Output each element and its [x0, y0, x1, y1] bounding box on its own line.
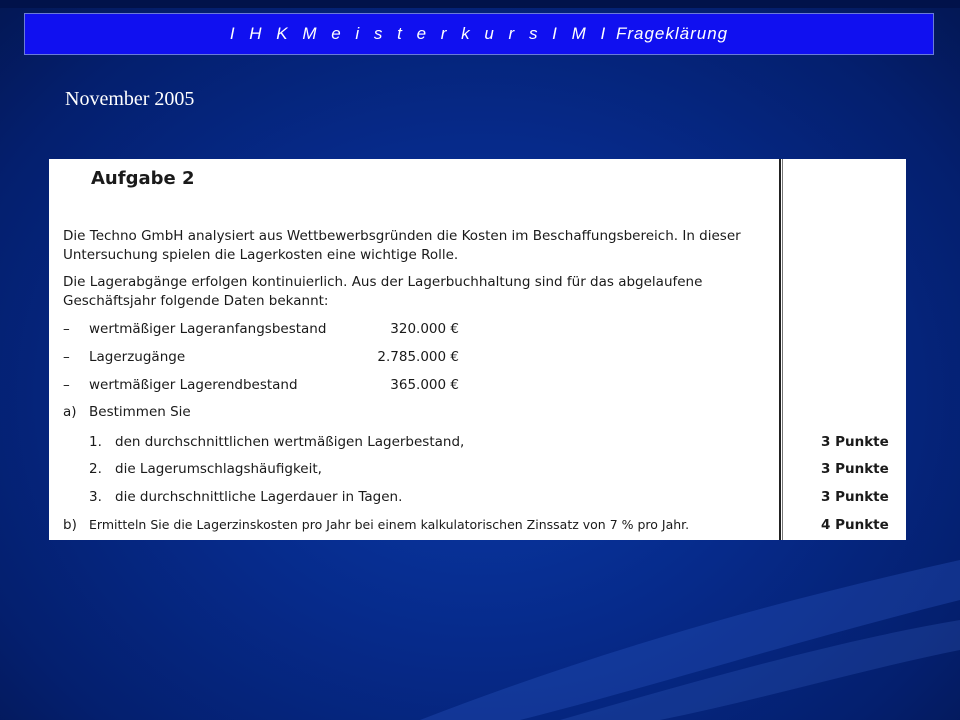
- date-text: November 2005: [65, 88, 195, 110]
- header-bar: [24, 13, 934, 55]
- item-points: 3 Punkte: [821, 489, 889, 505]
- column-divider-shadow: [782, 159, 783, 540]
- row-dash: –: [63, 321, 70, 337]
- row-dash: –: [63, 349, 70, 365]
- data-row: [63, 375, 773, 395]
- scanned-exam-page: [49, 159, 906, 540]
- part-b-points: 4 Punkte: [821, 517, 889, 533]
- item-number: 1.: [89, 434, 102, 450]
- row-amount: 365.000 €: [390, 377, 459, 393]
- header-title: [230, 24, 728, 44]
- item-number: 2.: [89, 461, 102, 477]
- item-text: die Lagerumschlagshäufigkeit,: [115, 461, 322, 477]
- paragraph-data-intro: Die Lagerabgänge erfolgen kontinuierlich. Aus der Lagerbuchhaltung sind für das abgelaufene Geschäftsjahr folgende Daten bekannt:: [63, 274, 703, 309]
- header-title-course: I H K M e i s t e r k u r s I M I: [229, 24, 611, 43]
- header-title-topic: Frageklärung: [615, 24, 729, 43]
- row-amount: 320.000 €: [390, 321, 459, 337]
- row-label: wertmäßiger Lageranfangsbestand: [89, 321, 327, 337]
- item-points: 3 Punkte: [821, 461, 889, 477]
- column-divider: [779, 159, 781, 540]
- part-a-mark: a): [63, 404, 77, 420]
- item-points: 3 Punkte: [821, 434, 889, 450]
- data-row: [63, 347, 773, 367]
- item-number: 3.: [89, 489, 102, 505]
- item-text: die durchschnittliche Lagerdauer in Tagen.: [115, 489, 403, 505]
- part-b-mark: b): [63, 517, 77, 533]
- part-b-text: Ermitteln Sie die Lagerzinskosten pro Jahr bei einem kalkulatorischen Zinssatz von 7 % pro Jahr.: [89, 517, 690, 532]
- row-label: wertmäßiger Lagerendbestand: [89, 377, 298, 393]
- part-a-text: Bestimmen Sie: [89, 404, 191, 420]
- row-label: Lagerzugänge: [89, 349, 186, 365]
- row-dash: –: [63, 377, 70, 393]
- item-text: den durchschnittlichen wertmäßigen Lagerbestand,: [115, 434, 465, 450]
- data-row: [63, 319, 773, 339]
- row-amount: 2.785.000 €: [377, 349, 459, 365]
- top-strip: [0, 0, 960, 8]
- paragraph-intro: Die Techno GmbH analysiert aus Wettbewerbsgründen die Kosten im Beschaffungsbereich. In dieser Untersuchung spielen die Lagerkosten eine wichtige Rolle.: [63, 228, 741, 263]
- task-heading: Aufgabe 2: [91, 168, 195, 189]
